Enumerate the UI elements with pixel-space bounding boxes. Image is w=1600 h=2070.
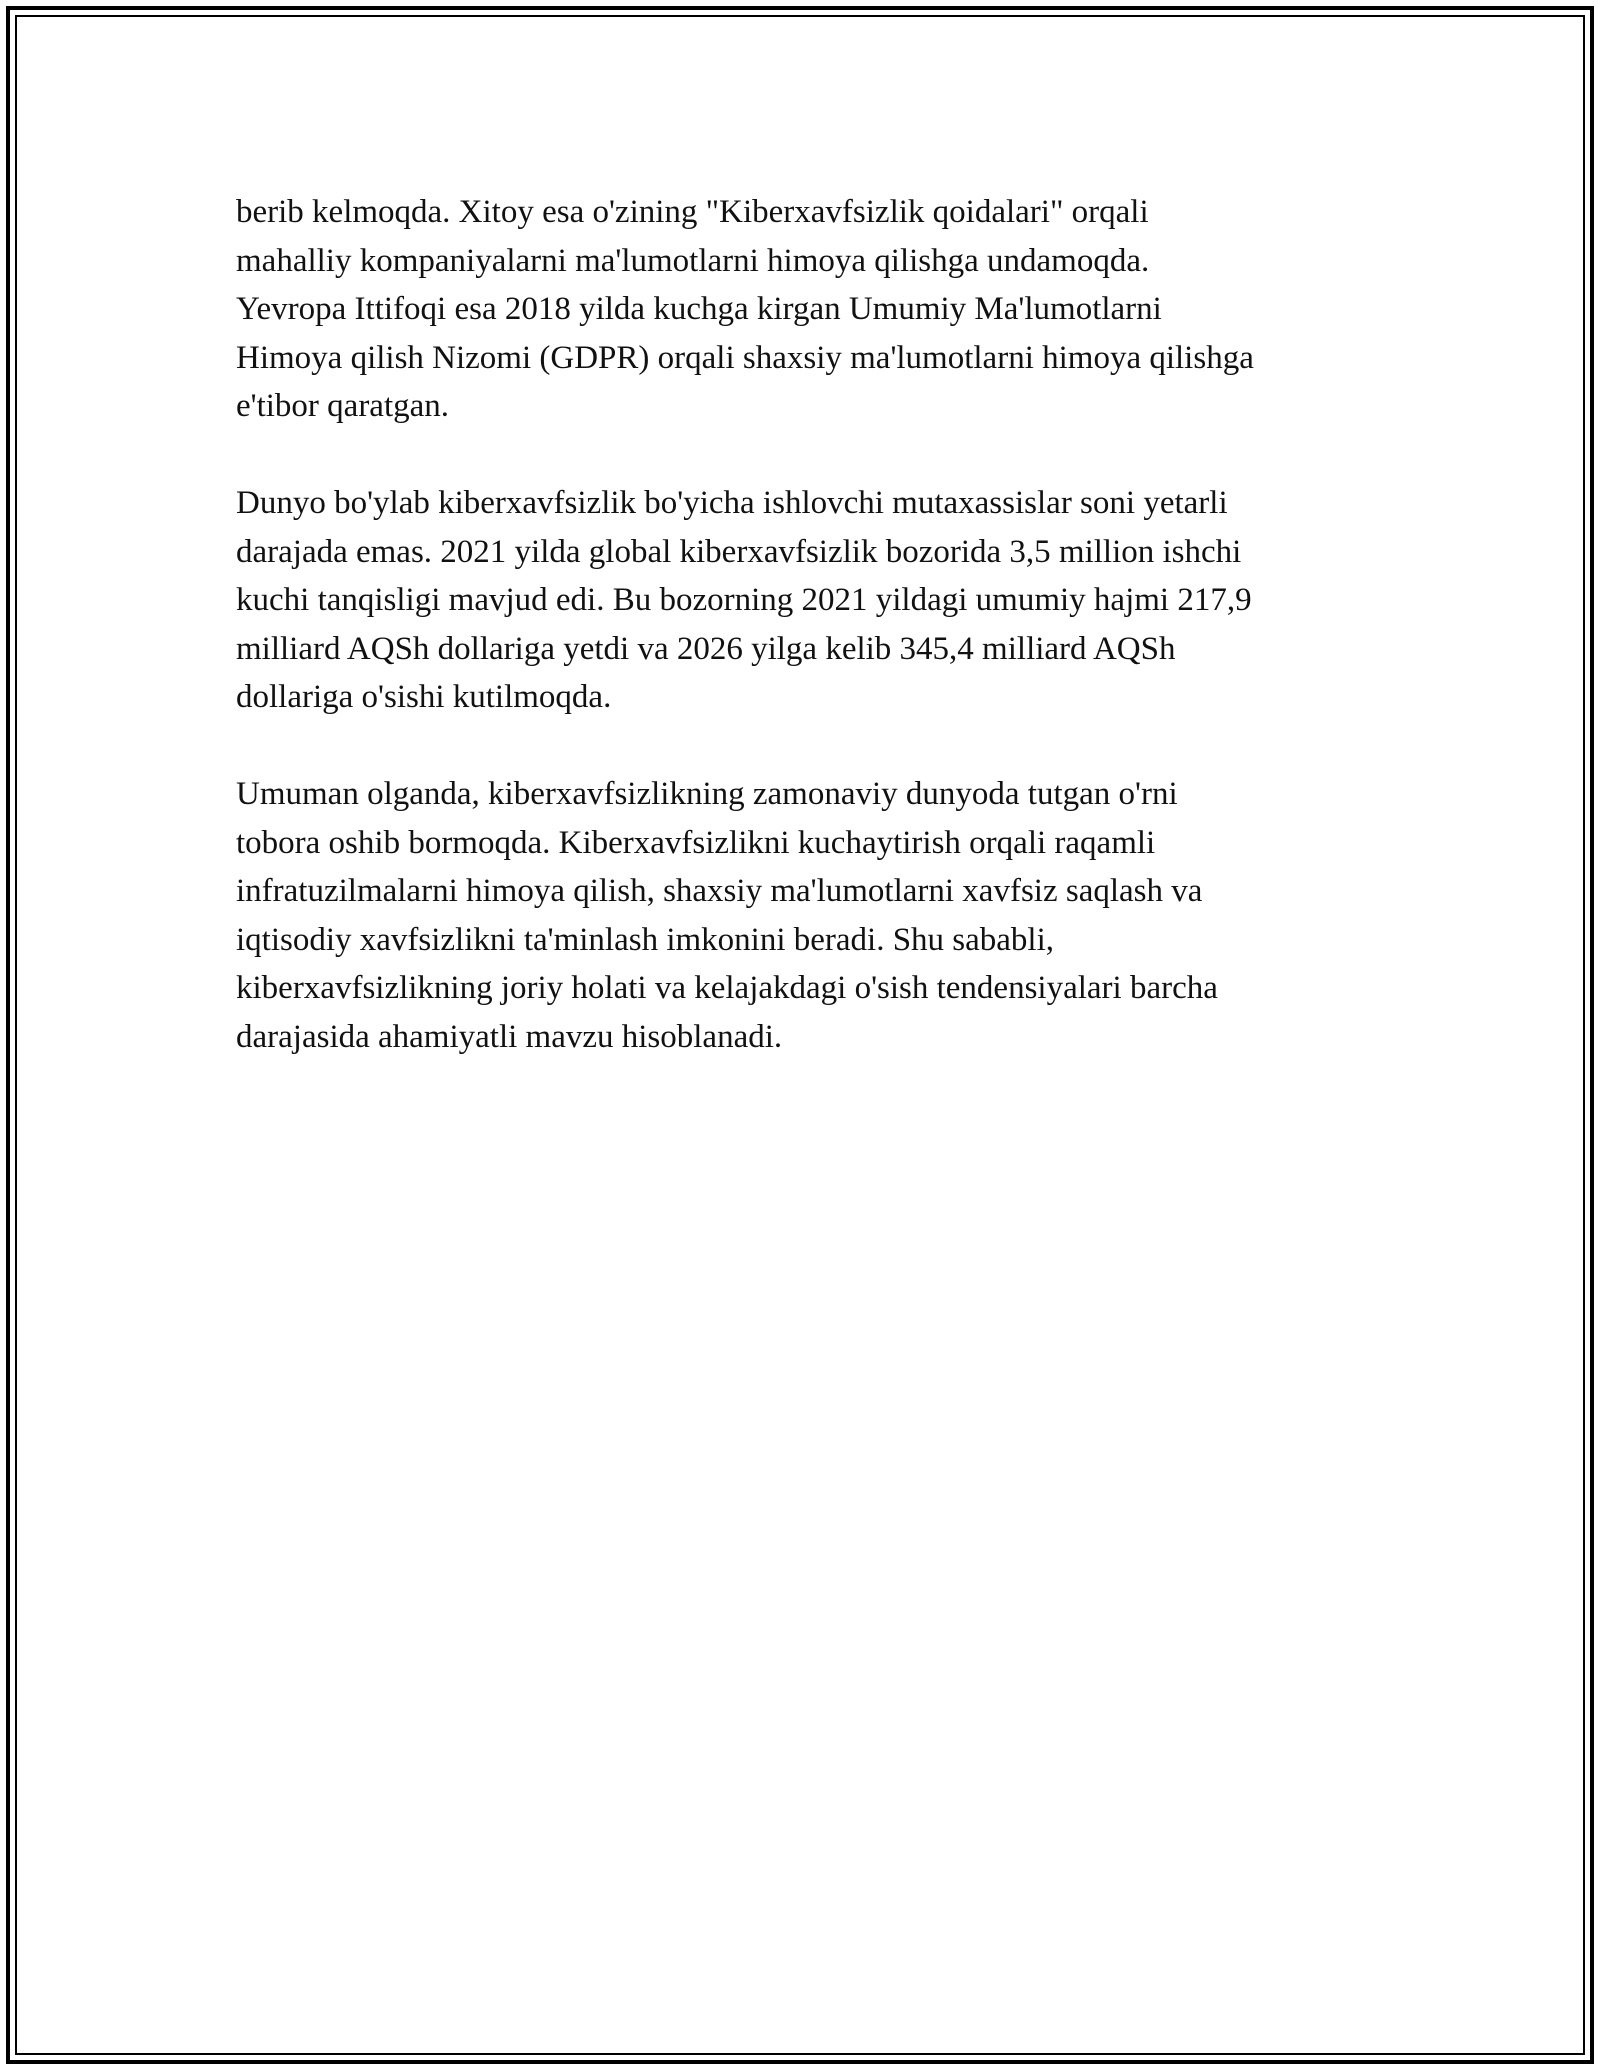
paragraph-3: [236, 770, 1386, 1061]
text-line: iqtisodiy xavfsizlikni ta'minlash imkonini beradi. Shu sababli,: [236, 921, 1055, 958]
text-line: tobora oshib bormoqda. Kiberxavfsizlikni kuchaytirish orqali raqamli: [236, 824, 1156, 861]
text-line: darajada emas. 2021 yilda global kiberxavfsizlik bozorida 3,5 million ishchi: [236, 533, 1242, 570]
document-body: [236, 188, 1386, 1110]
text-line: Himoya qilish Nizomi (GDPR) orqali shaxsiy ma'lumotlarni himoya qilishga: [236, 339, 1254, 376]
text-line: darajasida ahamiyatli mavzu hisoblanadi.: [236, 1018, 783, 1055]
text-line: Yevropa Ittifoqi esa 2018 yilda kuchga kirgan Umumiy Ma'lumotlarni: [236, 291, 1162, 327]
text-line: berib kelmoqda. Xitoy esa o'zining "Kiberxavfsizlik qoidalari" orqali: [236, 194, 1149, 230]
text-line: mahalliy kompaniyalarni ma'lumotlarni himoya qilishga undamoqda.: [236, 242, 1150, 279]
text-line: dollariga o'sishi kutilmoqda.: [236, 679, 612, 715]
text-line: Umuman olganda, kiberxavfsizlikning zamonaviy dunyoda tutgan o'rni: [236, 776, 1178, 812]
text-line: kiberxavfsizlikning joriy holati va kelajakdagi o'sish tendensiyalari barcha: [236, 970, 1218, 1006]
text-line: Dunyo bo'ylab kiberxavfsizlik bo'yicha ishlovchi mutaxassislar soni yetarli: [236, 485, 1228, 521]
text-line: infratuzilmalarni himoya qilish, shaxsiy ma'lumotlarni xavfsiz saqlash va: [236, 873, 1203, 909]
paragraph-1: [236, 188, 1386, 431]
text-line: milliard AQSh dollariga yetdi va 2026 yilga kelib 345,4 milliard AQSh: [236, 630, 1176, 667]
text-line: kuchi tanqisligi mavjud edi. Bu bozorning 2021 yildagi umumiy hajmi 217,9: [236, 582, 1252, 618]
paragraph-2: [236, 479, 1386, 722]
text-line: e'tibor qaratgan.: [236, 388, 450, 424]
